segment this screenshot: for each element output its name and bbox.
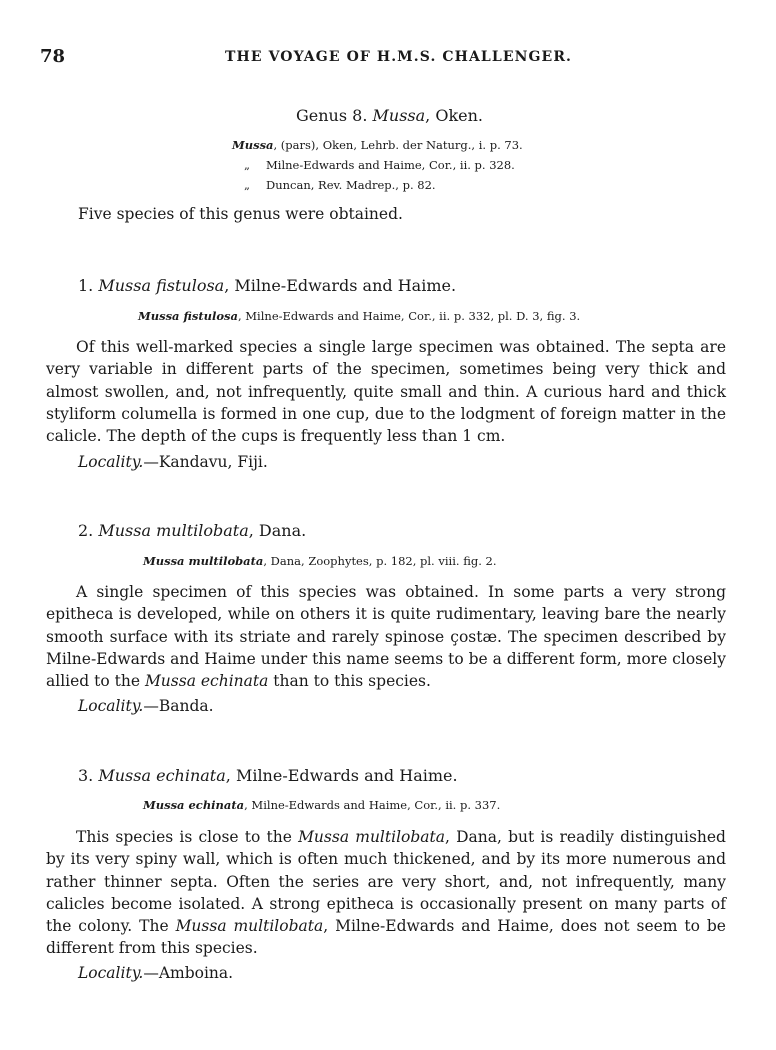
description-taxon: Mussa multilobata — [298, 828, 445, 846]
synonym-text: , (pars), Oken, Lehrb. der Naturg., i. p. 73. — [273, 138, 523, 152]
synonym-text: Duncan, Rev. Madrep., p. 82. — [266, 178, 436, 192]
species-number: 1. — [78, 276, 99, 295]
species-number: 3. — [78, 766, 99, 785]
reference-name: Mussa echinata — [143, 798, 245, 812]
species-authority: , Milne-Edwards and Haime. — [224, 276, 457, 295]
species-number: 2. — [78, 521, 99, 540]
species-name: Mussa multilobata — [98, 521, 249, 540]
reference-name: Mussa fistulosa — [138, 309, 238, 323]
genus-heading — [296, 106, 483, 125]
species-locality — [78, 964, 233, 982]
description-text: , Milne-Edwards and Haime, does not seem to be different from this species. — [46, 917, 726, 958]
ditto-mark: „ — [244, 178, 250, 192]
genus-synonym-line — [244, 158, 515, 172]
genus-heading-prefix: Genus 8. — [296, 106, 373, 125]
genus-heading-suffix: , Oken. — [425, 106, 484, 125]
genus-synonym-line — [244, 178, 436, 192]
description-taxon: Mussa echinata — [144, 672, 269, 691]
locality-value: —Amboina. — [143, 964, 234, 982]
species-authority: , Dana. — [248, 521, 307, 540]
description-taxon: Mussa multilobata — [175, 917, 324, 936]
synonym-text: Milne-Edwards and Haime, Cor., ii. p. 328. — [266, 158, 515, 172]
reference-text: , Milne-Edwards and Haime, Cor., ii. p. 332, pl. D. 3, fig. 3. — [237, 309, 581, 323]
reference-name: Mussa multilobata — [143, 554, 264, 568]
running-head: THE VOYAGE OF H.M.S. CHALLENGER. — [225, 49, 573, 65]
species-description — [46, 826, 726, 960]
species-reference — [138, 309, 580, 323]
genus-heading-name: Mussa — [372, 106, 426, 125]
species-locality — [78, 697, 214, 715]
locality-value: —Kandavu, Fiji. — [143, 453, 268, 471]
ditto-mark: „ — [244, 158, 250, 172]
locality-label: Locality. — [78, 697, 144, 715]
species-name: Mussa fistulosa — [98, 276, 225, 295]
reference-text: , Milne-Edwards and Haime, Cor., ii. p. 337. — [244, 798, 501, 812]
species-authority: , Milne-Edwards and Haime. — [225, 766, 458, 785]
genus-synonym-line — [232, 138, 523, 152]
species-heading — [78, 276, 456, 295]
species-heading — [78, 521, 306, 540]
species-description: Of this well-marked species a single large specimen was obtained. The septa are very variable in different parts of the specimen, sometimes being very thick and almost swollen, and, not infrequently, quite small and thin. A curious hard and thick styliform columella is formed in one cup, due to the lodgment of foreign matter in the calicle. The depth of the cups is frequently less than 1 cm. — [46, 338, 726, 446]
synonym-name: Mussa — [232, 138, 274, 152]
description-text: This species is close to the — [76, 828, 299, 846]
description-text: A single specimen of this species was obtained. In some parts a very strong epitheca is developed, while on others it is quite rudimentary, leaving bare the nearly smooth surface with its striate and rarely spinose çostæ. The specimen described by Milne-Edwards and Haime under this name seems to be a different form, more closely allied to the — [46, 583, 726, 691]
description-text: , Dana, but is readily distinguished by its very spiny wall, which is often much thickened, and by its more numerous and rather thinner septa. Often the series are very short, and, not infrequently, many calicles become isolated. A strong epitheca is occasionally present on many parts of the colony. The — [46, 828, 726, 936]
locality-label: Locality. — [78, 453, 144, 471]
species-reference — [143, 798, 500, 812]
species-heading — [78, 766, 458, 785]
species-reference — [143, 554, 497, 568]
locality-value: —Banda. — [143, 697, 214, 715]
description-text: than to this species. — [268, 672, 431, 691]
page-number: 78 — [40, 46, 66, 67]
species-locality — [78, 453, 268, 471]
species-name: Mussa echinata — [98, 766, 226, 785]
reference-text: , Dana, Zoophytes, p. 182, pl. viii. fig. 2. — [263, 554, 497, 568]
species-description — [46, 581, 726, 692]
genus-intro: Five species of this genus were obtained. — [78, 205, 403, 223]
locality-label: Locality. — [78, 964, 144, 982]
